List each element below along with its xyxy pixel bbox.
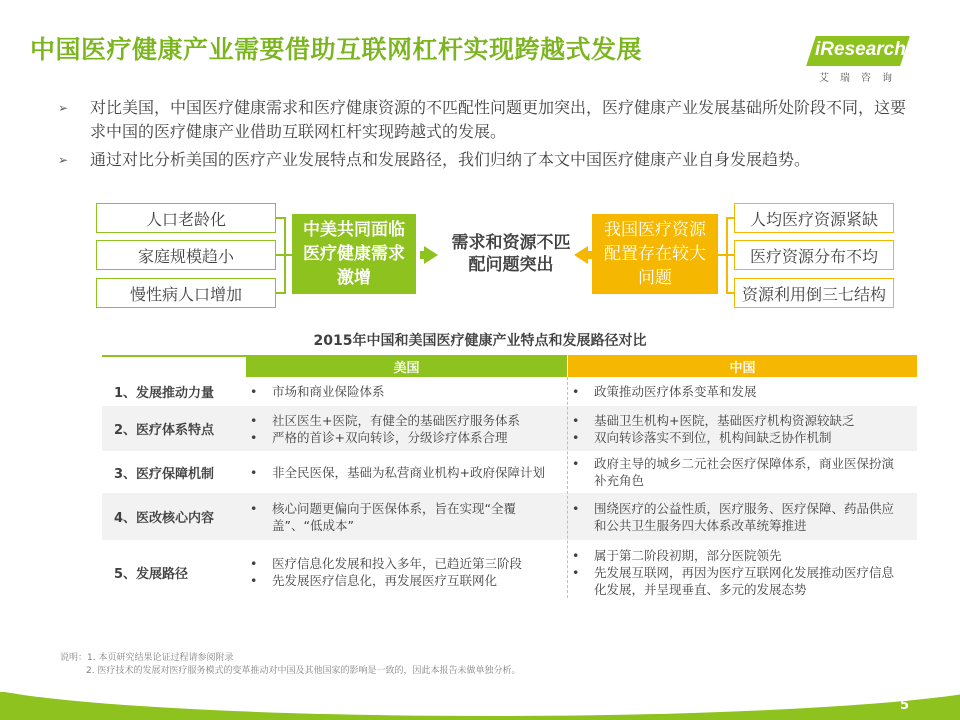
usa-cell: • 医疗信息化发展和投入多年，已趋近第三阶段 • 先发展医疗信息化，再发展医疗互联网化: [250, 556, 523, 588]
cell-text: 先发展互联网，再因为医疗互联网化发展推动医疗信息化发展，并呈现垂直、多元的发展态势: [594, 564, 895, 597]
arrow-right-icon: [424, 246, 438, 264]
mismatch-text: 需求和资源不匹配问题突出: [451, 233, 571, 275]
china-cell: • 基础卫生机构+医院，基础医疗机构资源较缺乏 • 双向转诊落实不到位，机构间缺乏协作机制: [572, 412, 855, 445]
row-label: 4、医改核心内容: [114, 511, 215, 526]
table-title: 2015年中国和美国医疗健康产业特点和发展路径对比: [313, 333, 647, 349]
problem-per-capita: 人均医疗资源紧缺: [734, 203, 894, 233]
cell-text: 围绕医疗的公益性质，医疗服务、医疗保障、药品供应和公共卫生服务四大体系改革统筹推进: [594, 500, 895, 533]
cell-text: 核心问题更偏向于医保体系，旨在实现“全覆盖”、“低成本”: [272, 500, 516, 533]
row-label: 5、发展路径: [114, 566, 189, 582]
factor-aging: 人口老龄化: [96, 203, 276, 233]
footnote-2: 2. 医疗技术的发展对医疗服务模式的变革推动对中国及其他国家的影响是一致的，因此本报告未做单独分析。: [86, 666, 521, 676]
connector-line: [276, 217, 284, 219]
connector-line: [726, 217, 734, 219]
cell-text: 基础卫生机构+医院，基础医疗机构资源较缺乏: [594, 412, 855, 428]
row-label: 3、医疗保障机制: [114, 466, 215, 482]
china-cell: • 政策推动医疗体系变革和发展: [572, 383, 757, 399]
problem-distribution: 医疗资源分布不均: [734, 240, 894, 270]
cell-text: 先发展医疗信息化，再发展医疗互联网化: [272, 573, 498, 588]
bullet-text: 通过对比分析美国的医疗产业发展特点和发展路径，我们归纳了本文中国医疗健康产业自身发展趋势。: [90, 150, 811, 169]
table-row: [102, 493, 917, 540]
cell-text: 市场和商业保险体系: [272, 383, 385, 399]
connector-line: [276, 292, 284, 294]
cell-text: 严格的首诊+双向转诊，分级诊疗体系合理: [272, 429, 508, 445]
usa-cell: • 社区医生+医院，有健全的基础医疗服务体系 • 严格的首诊+双向转诊，分级诊疗体系合理: [250, 412, 520, 445]
usa-cell: • 非全民医保，基础为私营商业机构+政府保障计划: [250, 464, 545, 480]
cell-text: 双向转诊落实不到位，机构间缺乏协作机制: [594, 429, 832, 445]
bullet-text: 对比美国，中国医疗健康需求和医疗健康资源的不匹配性问题更加突出，医疗健康产业发展基础所处阶段不同，这要求中国的医疗健康产业借助互联网杠杆实现跨越式的发展。: [90, 98, 907, 141]
factor-family-size: 家庭规模趋小: [96, 240, 276, 270]
cell-text: 医疗信息化发展和投入多年，已趋近第三阶段: [272, 556, 523, 571]
arrow-bullet-icon: ➢: [58, 153, 69, 167]
header-china: 中国: [568, 355, 917, 377]
arrow-bullet-icon: ➢: [58, 101, 69, 115]
row-label: 2、医疗体系特点: [114, 423, 215, 438]
header-usa: 美国: [246, 355, 567, 377]
connector-line: [726, 254, 734, 256]
cell-text: 社区医生+医院，有健全的基础医疗服务体系: [272, 412, 520, 428]
factor-chronic-disease: 慢性病人口增加: [96, 278, 276, 308]
china-cell: • 政府主导的城乡二元社会医疗保障体系，商业医保扮演补充角色: [572, 456, 895, 488]
usa-cell: • 市场和商业保险体系: [250, 383, 385, 399]
china-cell: • 属于第二阶段初期，部分医院领先 • 先发展互联网，再因为医疗互联网化发展推动医疗信息化发展，并呈现垂直、多元的发展态势: [572, 547, 895, 597]
logo-subtitle: 艾瑞咨询: [819, 73, 903, 84]
page-title: 中国医疗健康产业需要借助互联网杠杆实现跨越式发展: [30, 35, 643, 64]
problem-utilization: 资源利用倒三七结构: [734, 278, 894, 308]
column-divider: [567, 377, 568, 598]
cell-text: 政府主导的城乡二元社会医疗保障体系，商业医保扮演补充角色: [594, 456, 895, 488]
footnote-1: 说明：1. 本页研究结果论证过程请参阅附录: [60, 653, 234, 663]
row-label: 1、发展推动力量: [114, 385, 215, 401]
table-row: [102, 452, 917, 492]
connector-line: [718, 254, 726, 256]
arrow-shaft: [420, 251, 426, 259]
cell-text: 属于第二阶段初期，部分医院领先: [594, 547, 782, 563]
table-row: [102, 377, 917, 405]
connector-line: [726, 292, 734, 294]
china-cell: • 围绕医疗的公益性质，医疗服务、医疗保障、药品供应和公共卫生服务四大体系改革统筹推进: [572, 500, 895, 533]
cell-text: 政策推动医疗体系变革和发展: [594, 383, 757, 399]
cell-text: 非全民医保，基础为私营商业机构+政府保障计划: [272, 464, 545, 480]
resource-problem-box: 我国医疗资源配置存在较大问题: [592, 214, 718, 294]
usa-cell: • 核心问题更偏向于医保体系，旨在实现“全覆盖”、“低成本”: [250, 500, 516, 533]
page-number: 5: [900, 698, 910, 713]
shared-demand-box: 中美共同面临医疗健康需求激增: [292, 214, 416, 294]
header-blank: [102, 355, 246, 377]
iresearch-logo: [805, 36, 905, 84]
table-row: [102, 406, 917, 451]
logo-brand: iResearch: [815, 39, 906, 60]
table-row: [102, 541, 917, 603]
connector-line: [284, 217, 286, 294]
